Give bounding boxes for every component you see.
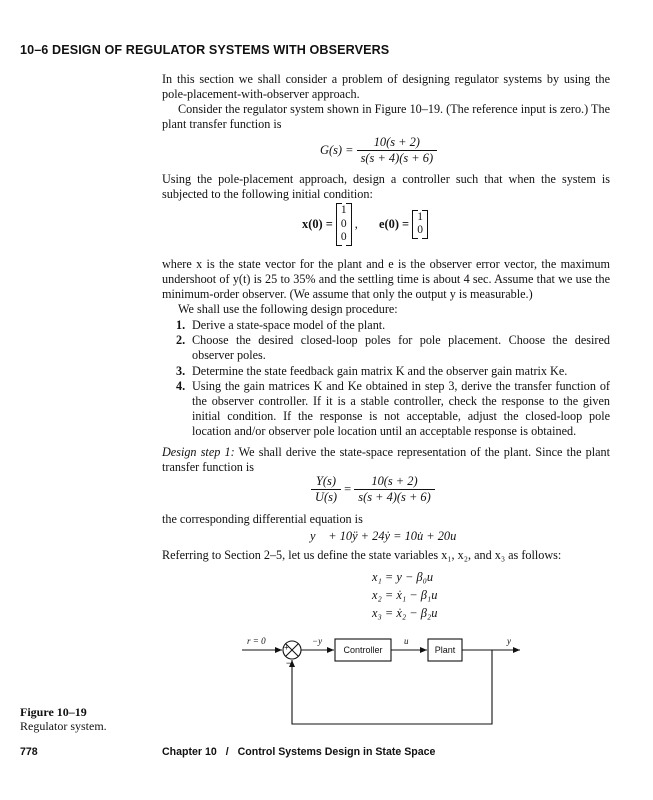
equation-lhs: G(s) = xyxy=(320,143,354,157)
step-number: 1. xyxy=(176,318,186,332)
paragraph-6: the corresponding differential equation is xyxy=(162,512,363,526)
plus-sign: + xyxy=(284,643,289,652)
figure-caption-title: Figure 10–19 xyxy=(20,705,87,719)
rhs-denominator: s(s + 4)(s + 6) xyxy=(358,490,431,504)
equation-denominator: s(s + 4)(s + 6) xyxy=(360,151,434,165)
footer-chapter: Chapter 10 xyxy=(162,746,217,758)
step-text: Using the gain matrices K and Ke obtained in step 3, derive the transfer function of the observer controller. If it is a stable controller, check the response to the given initial condition. If the response is not acceptable, adjust the closed-loop pole location and/or observer pole location until an acceptable response is obtained. xyxy=(192,378,610,439)
lhs-fraction xyxy=(311,474,341,505)
list-item xyxy=(176,364,610,379)
rhs-numerator: 10(s + 2) xyxy=(354,474,434,490)
step-text: Derive a state-space model of the plant. xyxy=(192,318,386,332)
x-initial-label: x(0) = xyxy=(302,216,333,231)
state-equation: x₂ = ẋ₁ − β₁u xyxy=(372,588,438,602)
figure-caption-text: Regulator system. xyxy=(20,719,107,733)
footer-chapter-title: Control Systems Design in State Space xyxy=(237,746,436,758)
figure-caption xyxy=(20,705,107,733)
rhs-fraction xyxy=(354,474,434,505)
output-label: y xyxy=(507,636,511,646)
footer-separator: / xyxy=(225,746,229,758)
x-initial-matrix xyxy=(336,203,352,246)
running-footer xyxy=(162,746,435,758)
regulator-block-diagram xyxy=(230,628,530,733)
step-number: 3. xyxy=(176,363,186,378)
design-step-paragraph xyxy=(162,445,610,475)
step-text: Choose the desired closed-loop poles for pole placement. Choose the desired observer poles. xyxy=(192,333,610,363)
step-number: 4. xyxy=(176,378,186,393)
intro-paragraph: In this section we shall consider a problem of designing regulator systems by using the pole-placement-with-observer approach. xyxy=(162,72,610,102)
e-initial-matrix xyxy=(412,210,428,239)
reference-input-label: r = 0 xyxy=(247,636,266,646)
differential-equation: y⃛ + 10ÿ + 24ẏ = 10u̇ + 20u xyxy=(310,529,457,543)
x-matrix-entry: 1 xyxy=(340,204,347,216)
design-step-text: We shall derive the state-space representation of the plant. Since the plant transfer function is xyxy=(162,445,611,475)
paragraph-4: where x is the state vector for the plant and e is the observer error vector, the maximum undershoot of y(t) is 25 to 35% and the settling time is about 4 sec. Assume that we use the minimum-order observer. (We assume that only the output y is measurable.) xyxy=(162,257,610,302)
lhs-numerator: Y(s) xyxy=(311,474,341,490)
lhs-denominator: U(s) xyxy=(315,490,338,504)
paragraph-7: Referring to Section 2–5, let us define the state variables x₁, x₂, and x₃ as follows: xyxy=(162,548,562,562)
output-input-transfer-equation xyxy=(311,474,435,505)
initial-condition-equation xyxy=(302,203,428,246)
page-number: 778 xyxy=(20,746,38,758)
comma: , xyxy=(354,216,358,231)
list-item xyxy=(176,379,610,440)
section-heading: 10–6 DESIGN OF REGULATOR SYSTEMS WITH OBSERVERS xyxy=(20,43,390,57)
step-number: 2. xyxy=(176,333,186,348)
state-equation: x₃ = ẋ₂ − β₂u xyxy=(372,606,438,620)
minus-sign: − xyxy=(286,658,292,668)
plant-label: Plant xyxy=(434,645,456,655)
negative-output-label: −y xyxy=(312,636,323,646)
transfer-function-equation xyxy=(320,135,437,166)
equation-fraction xyxy=(357,135,437,166)
state-equation: x₁ = y − β₀u xyxy=(372,570,434,584)
e-matrix-entry: 0 xyxy=(417,224,423,237)
paragraph-5: We shall use the following design procedure: xyxy=(178,302,398,316)
equation-numerator: 10(s + 2) xyxy=(357,135,437,151)
step-text: Determine the state feedback gain matrix K and the observer gain matrix Ke. xyxy=(192,363,568,378)
state-variable-equations xyxy=(372,568,437,622)
control-input-label: u xyxy=(404,636,409,646)
design-step-label: Design step 1: xyxy=(162,445,235,459)
design-procedure-list xyxy=(176,318,610,440)
intro-paragraph-2: Consider the regulator system shown in Figure 10–19. (The reference input is zero.) The plant transfer function is xyxy=(162,102,610,132)
x-matrix-entry: 0 xyxy=(340,217,347,230)
x-matrix-entry: 0 xyxy=(340,231,347,243)
equals-sign: = xyxy=(344,482,352,496)
controller-label: Controller xyxy=(343,645,383,655)
list-item xyxy=(176,333,610,363)
e-initial-label: e(0) = xyxy=(379,216,410,231)
paragraph-3: Using the pole-placement approach, design a controller such that when the system is subjected to the following initial condition: xyxy=(162,172,610,202)
list-item xyxy=(176,318,610,333)
e-matrix-entry: 1 xyxy=(417,210,423,223)
